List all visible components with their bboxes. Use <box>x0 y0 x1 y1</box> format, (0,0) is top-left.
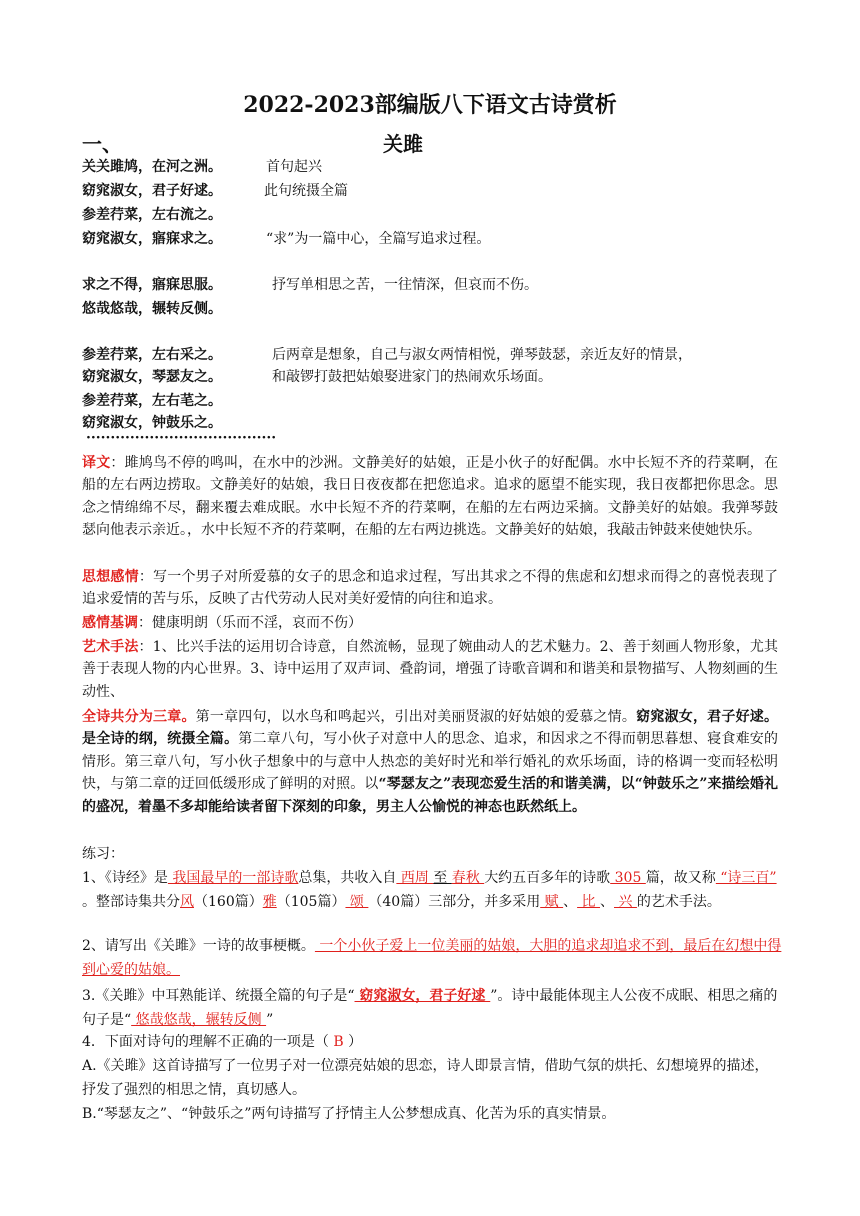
art-label: 艺术手法 <box>82 639 139 655</box>
practice-label: 练习： <box>82 846 124 862</box>
q1-answer: 我国最早的一部诗歌 <box>167 870 299 886</box>
dotted-separator: ······································· <box>86 430 277 446</box>
art-text: ：1、比兴手法的运用切合诗意，自然流畅，显现了婉曲动人的艺术魅力。2、善于刻画人物形象，尤其善于表现人物的内心世界。3、诗中运用了双声词、叠韵词，增强了诗歌音调和和谐美和景物描写、人物刻画的生动性、 <box>82 639 779 700</box>
q4-stem-end: ） <box>343 1034 363 1050</box>
q1-answer: 西周 <box>396 870 434 886</box>
question-4 <box>82 1030 782 1054</box>
translation-label: 译文 <box>82 455 111 471</box>
poem-line: 参差荇菜，左右芼之。 <box>82 393 222 409</box>
q1-text: 1、《诗经》是 <box>82 870 168 886</box>
question-1 <box>82 866 782 914</box>
q1-answer: 赋 <box>540 894 564 910</box>
q1-answer: 兴 <box>614 894 637 910</box>
q1-text: 、 <box>600 894 615 910</box>
q1-text: 总集，共收入自 <box>298 870 397 886</box>
tone-label: 感情基调 <box>82 615 138 631</box>
q1-text: （40篇）三部分，并多采用 <box>368 894 541 910</box>
structure-bold-2: “琴瑟友之”表现恋爱生活的和谐美满，以“钟鼓乐之”来描绘婚礼的盛况，着墨不多却能给读者留下深刻的印象，男主人公愉悦的神态也跃然纸上。 <box>82 776 779 815</box>
structure-paragraph <box>82 706 778 818</box>
poem-line: 关关雎鸠，在河之洲。 <box>82 159 222 175</box>
translation-text: ：雎鸠鸟不停的鸣叫，在水中的沙洲。文静美好的姑娘，正是小伙子的好配偶。水中长短不齐的荇菜啊，在船的左右两边捞取。文静美好的姑娘，我日日夜夜都在把您追求。追求的愿望不能实现，我日夜都把你思念。思念之情绵绵不尽，翻来覆去难成眠。水中长短不齐的荇菜啊，在船的左右两边采摘。文静美好的姑娘。我弹琴鼓瑟向他表示亲近。，水中长短不齐的荇菜啊，在船的左右两边挑选。文静美好的姑娘，我敲击钟鼓来使她快乐。 <box>82 455 779 539</box>
structure-bold-1: 窈窕淑女，君子好逑。是全诗的纲，统摄全篇。 <box>82 709 779 748</box>
q3-text: 3.《关雎》中耳熟能详、统摄全篇的句子是“ <box>82 988 355 1004</box>
tone-paragraph <box>82 612 778 634</box>
question-3 <box>82 984 782 1032</box>
q1-text: 。整部诗集共分 <box>82 894 180 910</box>
q4-option-b: B.“琴瑟友之”、“钟鼓乐之”两句诗描写了抒情主人公梦想成真、化苦为乐的真实情景。 <box>82 1106 616 1122</box>
q3-answer: 窈窕淑女，君子好逑 <box>354 988 491 1004</box>
poem-line: 窈窕淑女，君子好逑。 <box>82 183 222 199</box>
q1-text: 大约五百多年的诗歌 <box>484 870 611 886</box>
q1-answer: 305 <box>610 870 646 886</box>
q3-text: ” <box>266 1012 274 1028</box>
poem-note: 此句统摄全篇 <box>264 183 348 199</box>
emotion-label: 思想感情 <box>82 569 139 585</box>
q1-text: （105篇） <box>276 894 346 910</box>
poem-note: 和敲锣打鼓把姑娘娶进家门的热闹欢乐场面。 <box>272 369 552 385</box>
q4-answer: B <box>333 1034 344 1050</box>
q1-text: （160篇） <box>194 894 263 910</box>
q2-answer: 一个小伙子爱上一位美丽的姑娘，大胆的追求却追求不到，最后在幻想中得到心爱的姑娘。 <box>82 938 782 978</box>
translation-paragraph <box>82 452 778 542</box>
poem-note: 抒写单相思之苦，一往情深，但哀而不伤。 <box>272 277 538 293</box>
q4-option-a: A.《关雎》这首诗描写了一位男子对一位漂亮姑娘的思恋，诗人即景言情，借助气氛的烘托、幻想境界的描述，抒发了强烈的相思之情，真切感人。 <box>82 1058 769 1098</box>
poem-note: 首句起兴 <box>266 159 322 175</box>
poem-title: 关雎 <box>383 132 423 156</box>
q1-answer: 风 <box>180 894 194 910</box>
q3-answer: 悠哉悠哉，辗转反侧 <box>131 1012 267 1028</box>
structure-text-2: 第二章八句，写小伙子对意中人的思念、追求，和因求之不得而朝思暮想、寝食难安的情形。第三章八句，写小伙子想象中的与意中人热恋的美好时光和举行婚礼的欢乐场面，诗的格调一变而轻松明快，与第二章的迂回低缓形成了鲜明的对照。以 <box>82 731 779 793</box>
poem-line: 参差荇菜，左右流之。 <box>82 207 222 223</box>
emotion-text: ：写一个男子对所爱慕的女子的思念和追求过程，写出其求之不得的焦虑和幻想求而得之的喜悦表现了追求爱情的苦与乐，反映了古代劳动人民对美好爱情的向往和追求。 <box>82 569 779 608</box>
poem-note: 后两章是想象，自己与淑女两情相悦，弹琴鼓瑟，亲近友好的情景， <box>272 347 692 363</box>
section-number: 一、 <box>82 132 122 156</box>
q1-answer: 颂 <box>345 894 369 910</box>
document-title: 2022-2023部编版八下语文古诗赏析 <box>243 92 617 118</box>
q1-text: 篇，故又称 <box>645 870 716 886</box>
poem-line: 窈窕淑女，琴瑟友之。 <box>82 369 222 385</box>
q1-answer: 雅 <box>262 894 277 910</box>
poem-note: “求”为一篇中心，全篇写追求过程。 <box>266 231 491 247</box>
q3-text: ”。诗中最能体现主人公夜不成眠、相思之痛的句子是“ <box>82 988 778 1028</box>
poem-line: 窈窕淑女，钟鼓乐之。 <box>82 415 222 431</box>
q1-answer: 春秋 <box>451 870 485 886</box>
structure-label: 全诗共分为三章。 <box>82 709 196 725</box>
poem-line: 窈窕淑女，寤寐求之。 <box>82 231 222 247</box>
art-paragraph <box>82 636 778 703</box>
q1-text: 的艺术手法。 <box>636 894 721 910</box>
emotion-paragraph <box>82 566 778 611</box>
q1-answer: “诗三百” <box>715 870 777 886</box>
q4-stem: 4．下面对诗句的理解不正确的一项是（ <box>82 1034 334 1050</box>
poem-line: 求之不得，寤寐思服。 <box>82 277 222 293</box>
q1-answer: 比 <box>577 894 601 910</box>
question-2 <box>82 934 782 982</box>
structure-text-1: 第一章四句，以水鸟和鸣起兴，引出对美丽贤淑的好姑娘的爱慕之情。 <box>195 709 637 725</box>
tone-text: ：健康明朗（乐而不淫，哀而不伤） <box>138 615 362 631</box>
q1-text: 至 <box>433 870 452 886</box>
poem-line: 参差荇菜，左右采之。 <box>82 347 222 363</box>
poem-line: 悠哉悠哉，辗转反侧。 <box>82 301 222 317</box>
q2-text: 2、请写出《关雎》一诗的故事梗概。 <box>82 938 315 954</box>
q1-text: 、 <box>563 894 578 910</box>
